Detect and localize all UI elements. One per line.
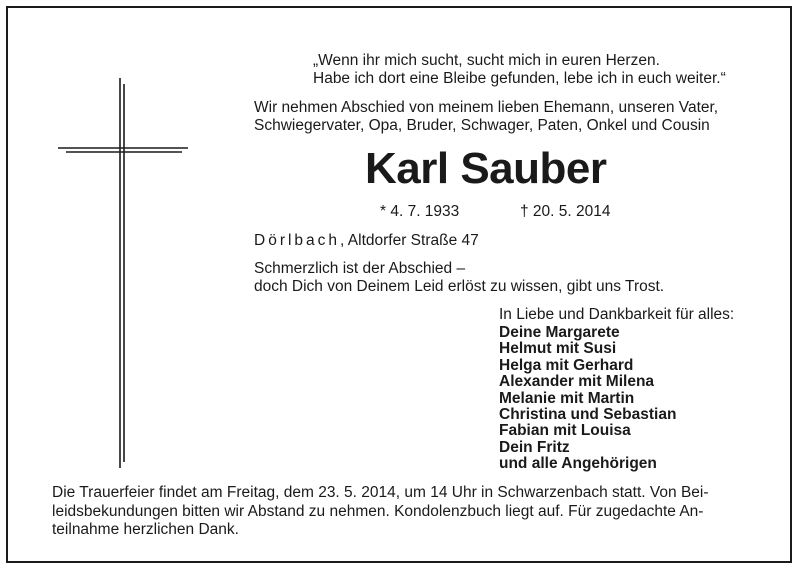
- address-street: , Altdorfer Straße 47: [340, 232, 479, 249]
- cross-icon: [58, 78, 188, 468]
- mourner-name: und alle Angehörigen: [499, 455, 657, 473]
- mourner-name: Alexander mit Milena: [499, 373, 655, 391]
- mourner-name: Christina und Sebastian: [499, 406, 677, 424]
- mourner-name: Fabian mit Louisa: [499, 422, 631, 440]
- funeral-info-line-3: teilnahme herzlichen Dank.: [52, 521, 239, 538]
- mourner-name: Helga mit Gerhard: [499, 356, 634, 374]
- address-town: Dörlbach: [254, 232, 341, 249]
- death-date: † 20. 5. 2014: [520, 203, 611, 220]
- mourner-name: Deine Margarete: [499, 324, 620, 341]
- intro-line-1: Wir nehmen Abschied von meinem lieben Ehemann, unseren Vater,: [254, 99, 719, 116]
- quote-line-2: Habe ich dort eine Bleibe gefunden, lebe ich in euch weiter.“: [313, 70, 726, 87]
- deceased-name: Karl Sauber: [365, 144, 607, 193]
- mourner-name: Melanie mit Martin: [499, 389, 635, 407]
- mourner-name: Dein Fritz: [499, 438, 570, 456]
- funeral-info-line-2: leidsbekundungen bitten wir Abstand zu nehmen. Kondolenzbuch liegt auf. Für zugedachte An-: [52, 502, 704, 520]
- saying-line-2: doch Dich von Deinem Leid erlöst zu wissen, gibt uns Trost.: [254, 278, 665, 295]
- funeral-info: [52, 484, 742, 540]
- address: [254, 232, 479, 250]
- mourner-name: Helmut mit Susi: [499, 340, 617, 358]
- mourners-list: [499, 325, 676, 473]
- mourners-heading: In Liebe und Dankbarkeit für alles:: [499, 306, 735, 323]
- quote-line-1: „Wenn ihr mich sucht, sucht mich in euren Herzen.: [313, 52, 660, 69]
- saying-line-1: Schmerzlich ist der Abschied –: [254, 260, 466, 277]
- birth-date: * 4. 7. 1933: [380, 203, 460, 220]
- funeral-info-line-1: Die Trauerfeier findet am Freitag, dem 23. 5. 2014, um 14 Uhr in Schwarzenbach statt. Von Bei-: [52, 484, 709, 501]
- intro-line-2: Schwiegervater, Opa, Bruder, Schwager, Paten, Onkel und Cousin: [254, 117, 710, 134]
